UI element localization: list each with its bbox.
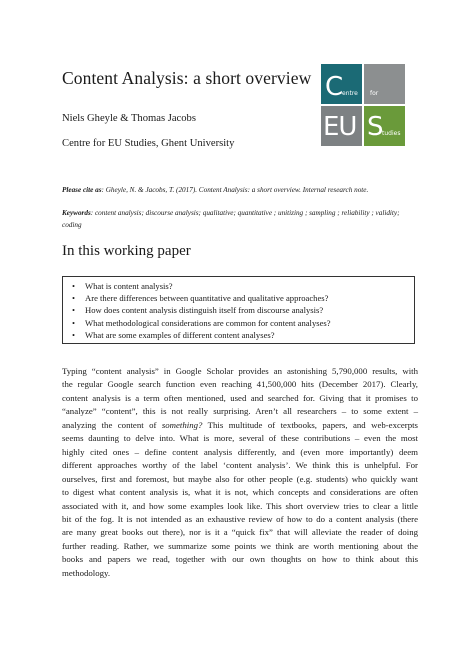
body-line: highly cited ones – define content analysis differently, and (even more importantly) deem: [62, 446, 418, 457]
logo-cell-s: [364, 106, 405, 146]
document-title: Content Analysis: a short overview: [62, 68, 312, 88]
body-line: [62, 419, 418, 432]
logo-text-tudies: tudies: [382, 130, 401, 137]
body-line: to digest what content analysis is, what it is not, which concepts and considerations are often: [62, 487, 418, 498]
authors: Niels Gheyle & Thomas Jacobs: [62, 113, 196, 124]
body-line: further reading. Rather, we summarize some points we think are worth mentioning about the: [62, 540, 418, 551]
body-line: associated with it, and how some examples look like. This short overview tries to clear a little: [62, 500, 418, 511]
logo-letter-c: C: [325, 72, 344, 102]
keywords: [62, 207, 418, 231]
body-line: are many great books out there), nor is it a “quick fix” that will alleviate the reader of doing: [62, 527, 418, 538]
body-line: content analysis is a term often mentioned, used and searched for. Giving that it promises to: [62, 392, 418, 403]
list-item: • What methodological considerations are common for content analyses?: [63, 317, 414, 329]
contents-list: [63, 277, 414, 341]
body-line: bit of the fog. It is not intended as an exhaustive review of how to do a content analysis (there: [62, 513, 418, 524]
list-item: • What are some examples of different content analyses?: [63, 329, 414, 341]
body-line: the regular Google search function even reaching 41,500,000 hits (December 2017). Clearly,: [62, 379, 418, 390]
list-item: • Are there differences between quantitative and qualitative approaches?: [63, 292, 414, 304]
logo-cell-c: [321, 64, 362, 104]
logo-text-for: for: [370, 90, 379, 97]
emphasis: something?: [161, 419, 203, 430]
logo-cell-eu: [321, 106, 362, 146]
keywords-label: Keywords: [62, 209, 91, 217]
section-heading: In this working paper: [62, 243, 191, 259]
body-line: methodology.: [62, 567, 111, 578]
body-line-rest: This multitude of textbooks, papers, and web-excerpts: [202, 419, 418, 430]
list-item: • How does content analysis distinguish itself from discourse analysis?: [63, 304, 414, 316]
affiliation: Centre for EU Studies, Ghent University: [62, 138, 235, 149]
citation: [62, 186, 368, 194]
citation-text: : Gheyle, N. & Jacobs, T. (2017). Content Analysis: a short overview. Internal research note.: [101, 186, 369, 194]
logo-cell-for: [364, 64, 405, 104]
body-paragraph: [62, 365, 418, 580]
keywords-text: : content analysis; discourse analysis; qualitative; quantitative ; unitizing ; sampling ; reliability ; validity; coding: [62, 209, 400, 229]
list-item: • What is content analysis?: [63, 280, 414, 292]
body-line: ourselves, first and foremost, but maybe also for other people (e.g. students) who quickly want: [62, 473, 418, 484]
logo-text-eu: EU: [323, 112, 357, 142]
logo-text-entre: entre: [342, 90, 358, 97]
body-line: Typing “content analysis” in Google Scholar provides an astonishing 5,790,000 results, with: [62, 366, 418, 376]
body-line: books and papers we read, together with our own thoughts on how to think about this: [62, 554, 418, 565]
body-line-start: analyzing the content of: [62, 419, 162, 430]
body-line: “analyze” “content”, this is not really surprising. Aren’t all researchers – to some extent –: [62, 406, 418, 417]
body-line: seems daunting to delve into. What is more, several of these contributions – even the most: [62, 433, 418, 444]
logo-letter-s: S: [367, 112, 384, 142]
centre-eu-studies-logo: [321, 64, 405, 146]
contents-box: [62, 276, 415, 344]
body-line: different approaches worthy of the label ‘content analysis’. We think this is unhelpful. For: [62, 460, 418, 471]
citation-label: Please cite as: [62, 186, 102, 194]
